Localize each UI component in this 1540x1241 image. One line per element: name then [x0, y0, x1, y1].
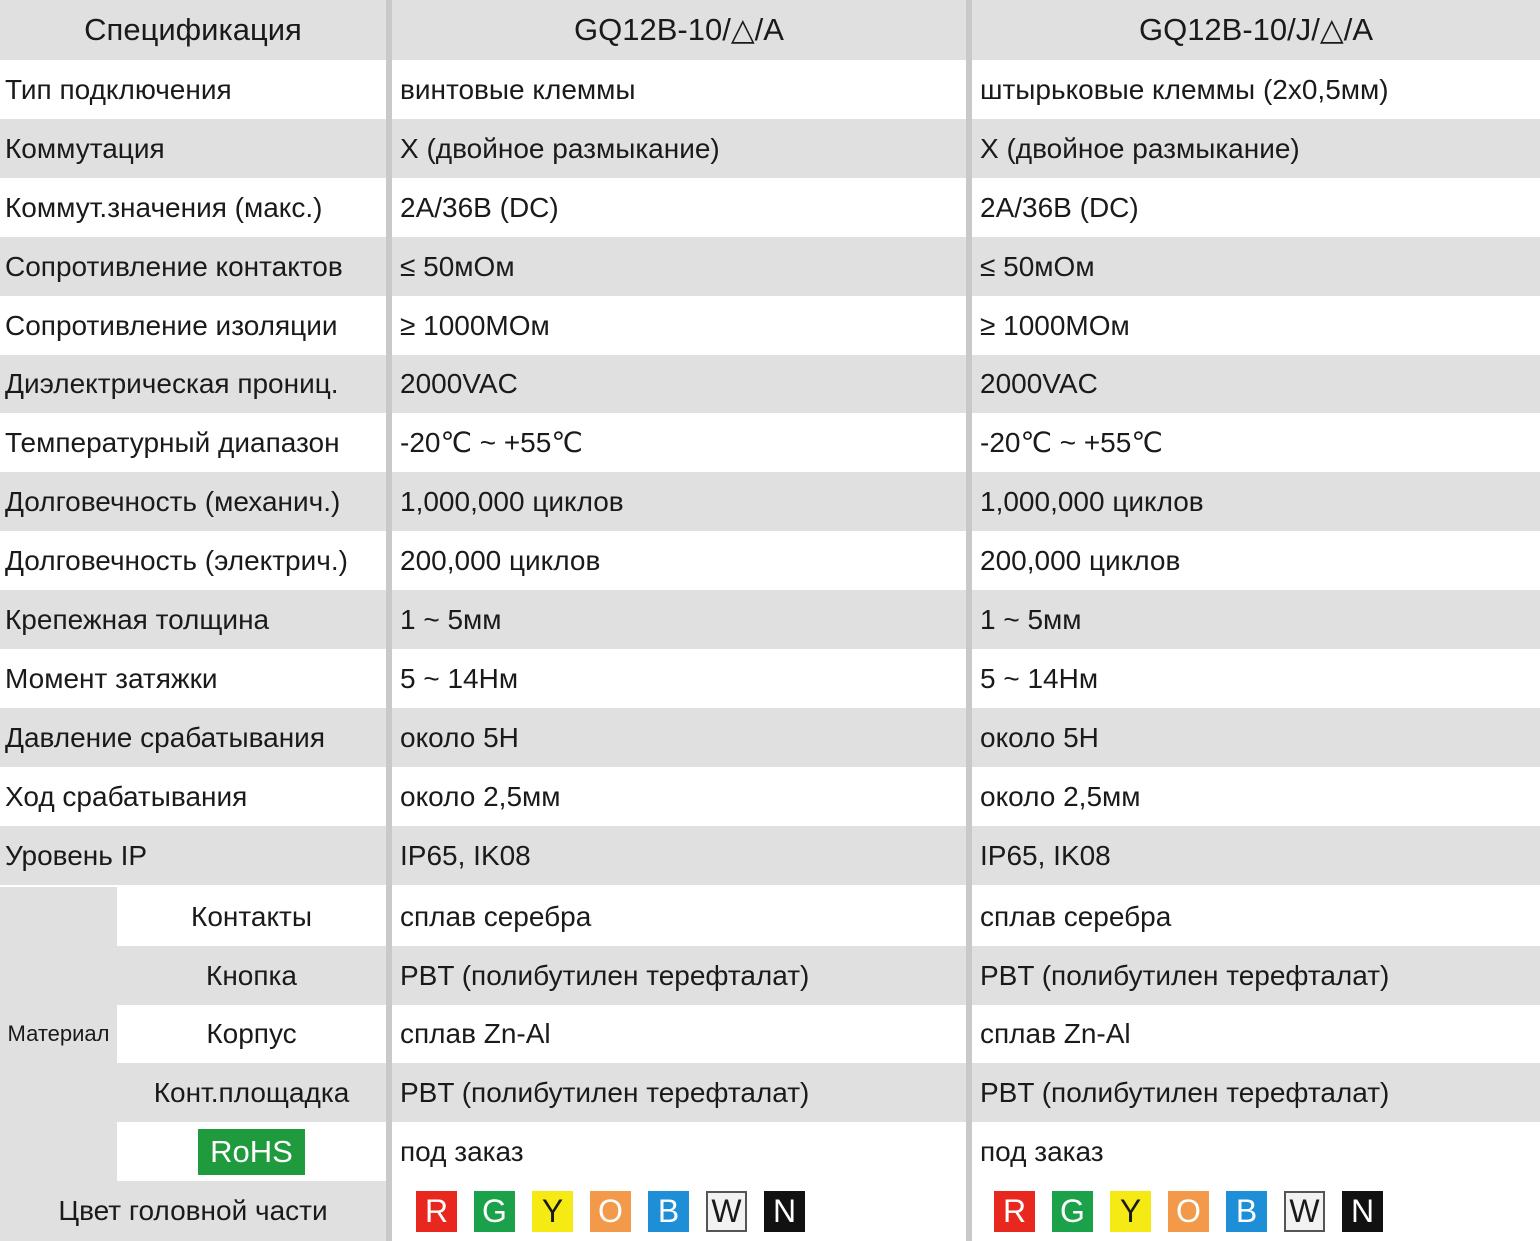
value-model-b: 200,000 циклов: [980, 544, 1181, 576]
spec-row: [0, 296, 1540, 355]
value-model-a: PBT (полибутилен терефталат): [400, 959, 810, 991]
value-model-b: 5 ~ 14Нм: [980, 662, 1099, 694]
color-swatch-n: N: [1342, 1191, 1383, 1232]
spec-label: Коммут.значения (макс.): [5, 191, 323, 223]
spec-row: [0, 119, 1540, 178]
spec-row: [0, 237, 1540, 296]
color-swatch-o: O: [590, 1191, 631, 1232]
value-model-a: 2A/36В (DC): [400, 191, 559, 223]
color-swatch-b: B: [648, 1191, 689, 1232]
material-row: [0, 887, 1540, 946]
value-model-a: 1,000,000 циклов: [400, 485, 624, 517]
head-color-label: Цвет головной части: [0, 1181, 386, 1241]
spec-label: Долговечность (электрич.): [5, 544, 348, 576]
material-row: [0, 1005, 1540, 1063]
value-model-b: X (двойное размыкание): [980, 132, 1300, 164]
value-model-a: около 5Н: [400, 721, 519, 753]
value-model-b: около 2,5мм: [980, 780, 1141, 812]
spec-label: Сопротивление контактов: [5, 250, 343, 282]
material-label: Кнопка: [206, 959, 297, 991]
spec-label: Уровень IP: [5, 839, 148, 871]
spec-row: [0, 472, 1540, 531]
value-model-a: IP65, IK08: [400, 839, 531, 871]
value-model-b: штырьковые клеммы (2x0,5мм): [980, 73, 1389, 105]
color-swatch-r: R: [994, 1191, 1035, 1232]
value-model-b: сплав серебра: [980, 900, 1172, 932]
spec-row: [0, 178, 1540, 237]
color-swatch-y: Y: [1110, 1191, 1151, 1232]
material-row: [0, 1063, 1540, 1122]
value-model-b: ≤ 50мОм: [980, 250, 1095, 282]
value-model-a: винтовые клеммы: [400, 73, 636, 105]
color-swatch-b: B: [1226, 1191, 1267, 1232]
value-model-a: 5 ~ 14Нм: [400, 662, 519, 694]
spec-row: [0, 767, 1540, 826]
color-swatch-w: W: [706, 1191, 747, 1232]
spec-row: [0, 590, 1540, 649]
value-model-a: PBT (полибутилен терефталат): [400, 1076, 810, 1108]
color-swatch-w: W: [1284, 1191, 1325, 1232]
spec-label: Тип подключения: [5, 73, 232, 105]
color-swatch-g: G: [1052, 1191, 1093, 1232]
color-swatches-a: [416, 1191, 805, 1232]
spec-label: Диэлектрическая прониц.: [5, 368, 339, 399]
spec-row: [0, 60, 1540, 119]
spec-label: Давление срабатывания: [5, 721, 325, 753]
value-model-b: PBT (полибутилен терефталат): [980, 1076, 1390, 1108]
value-model-a: сплав Zn-Al: [400, 1018, 551, 1049]
value-model-a: 200,000 циклов: [400, 544, 601, 576]
value-model-b: ≥ 1000МОм: [980, 309, 1130, 341]
material-group-label: Материал: [0, 887, 117, 1181]
spec-row: [0, 355, 1540, 413]
value-model-a: сплав серебра: [400, 900, 592, 932]
value-model-a: X (двойное размыкание): [400, 132, 720, 164]
color-swatch-o: O: [1168, 1191, 1209, 1232]
value-model-b: 2000VAC: [980, 368, 1098, 399]
spec-row: [0, 531, 1540, 590]
spec-row: [0, 649, 1540, 708]
value-model-b: 1,000,000 циклов: [980, 485, 1204, 517]
spec-row: [0, 413, 1540, 472]
value-model-b: около 5Н: [980, 721, 1099, 753]
spec-label: Температурный диапазон: [5, 426, 340, 458]
value-model-a: около 2,5мм: [400, 780, 561, 812]
value-model-a: под заказ: [400, 1135, 524, 1167]
spec-label: Долговечность (механич.): [5, 485, 341, 517]
color-swatch-r: R: [416, 1191, 457, 1232]
spec-label: Сопротивление изоляции: [5, 309, 338, 341]
material-label: Корпус: [206, 1018, 297, 1049]
spec-row: [0, 826, 1540, 885]
material-label: Конт.площадка: [153, 1076, 350, 1108]
header-model-b: GQ12B-10/J/△/A: [1138, 12, 1374, 47]
value-model-a: ≥ 1000МОм: [400, 309, 550, 341]
column-divider: [966, 0, 972, 1241]
color-swatches-b: [994, 1191, 1383, 1232]
value-model-a: ≤ 50мОм: [400, 250, 515, 282]
value-model-b: 1 ~ 5мм: [980, 603, 1082, 635]
spec-label: Момент затяжки: [5, 662, 218, 694]
rohs-badge: RoHS: [198, 1129, 305, 1175]
material-row: [0, 1122, 1540, 1181]
material-row: [0, 946, 1540, 1005]
value-model-a: 1 ~ 5мм: [400, 603, 502, 635]
column-divider: [386, 0, 392, 1241]
spec-row: [0, 708, 1540, 767]
value-model-a: 2000VAC: [400, 368, 518, 399]
spec-label: Коммутация: [5, 132, 165, 164]
value-model-a: -20℃ ~ +55℃: [400, 427, 583, 458]
color-swatch-g: G: [474, 1191, 515, 1232]
value-model-b: сплав Zn-Al: [980, 1018, 1131, 1049]
head-color-row: [0, 1181, 1540, 1241]
color-swatch-n: N: [764, 1191, 805, 1232]
value-model-b: под заказ: [980, 1135, 1104, 1167]
value-model-b: PBT (полибутилен терефталат): [980, 959, 1390, 991]
value-model-b: IP65, IK08: [980, 839, 1111, 871]
spec-label: Ход срабатывания: [5, 780, 248, 812]
color-swatch-y: Y: [532, 1191, 573, 1232]
header-model-a: GQ12B-10/△/A: [574, 12, 784, 47]
spec-label: Крепежная толщина: [5, 603, 270, 635]
header-row: [0, 0, 1540, 60]
material-label: Контакты: [191, 900, 312, 932]
value-model-b: 2A/36В (DC): [980, 191, 1139, 223]
value-model-b: -20℃ ~ +55℃: [980, 427, 1163, 458]
header-spec: Спецификация: [84, 12, 302, 47]
